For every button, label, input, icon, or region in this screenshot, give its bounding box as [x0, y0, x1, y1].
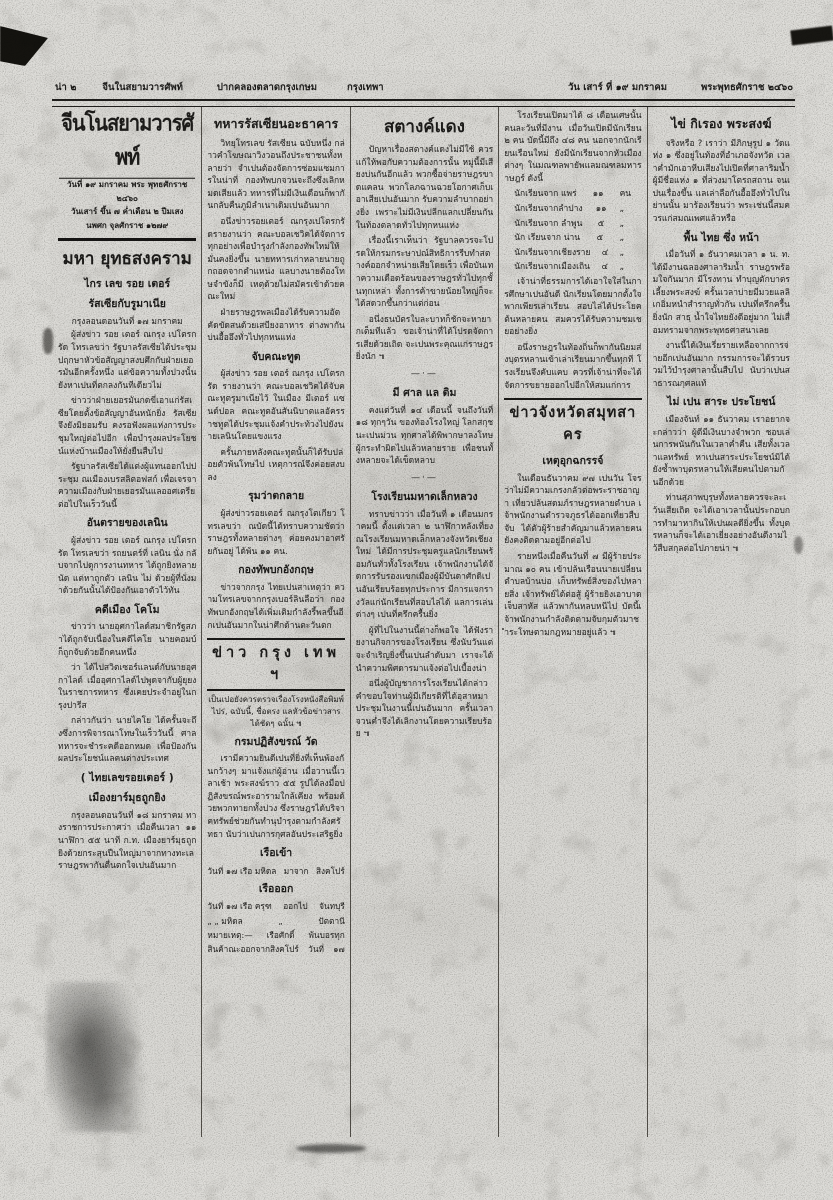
article-subhead: รุมว่าตกลาย — [248, 490, 305, 503]
ship-schedule-row — [207, 865, 344, 877]
columns-container — [53, 107, 795, 1137]
article-subhead: กองทัพบกอังกฤษ — [238, 564, 314, 577]
ship-schedule-cell: วันที่ ๑๗ เรือ มหิดล — [207, 865, 277, 876]
article-byline: กรุงลอนดอนวันที่ ๑๗ มกราคม — [71, 316, 183, 327]
body-paragraph: ข่าวว่าฝ่ายเยอรมันกดขี่เอาแก่รัสเซียโดยตั้งข้อสัญญาอันหนักยิ่ง รัสเซียจึงยังมิยอมรับ คงรอฟังผลแห่งการประชุมใหญ่ต่อไปอีก เพื่อบำรุงผลประโยชน์แห่งบ้านเมืองให้ยั่งยืนสืบไป — [58, 396, 197, 457]
body-paragraph: อนึ่งข่าวรอยเตอร์ ณกรุงเปโตรกรัดรายงานว่า คณะบอลเชวิคได้จัดการทุกอย่างเพื่อบำรุงกำลังกองทัพใหม่ให้มั่นคงยิ่งขึ้น นายทหารเก่าหลายนายถูกถอดจากตำแหน่ง แลบางนายต้องโทษจำขังก็มี เหตุด้วยไม่สมัครเข้าด้วยคณะใหม่ — [207, 216, 345, 303]
body-paragraph: เจ้าน่าที่ธรรมการได้เอาใจใส่ในการศึกษาเปนอันดี นักเรียนโดยมากตั้งใจพากเพียรเล่าเรียน สอบไล่ได้ประโยคต้นหลายคน สมควรได้รับความชมเชยอย่างยิ่ง — [504, 276, 642, 338]
paper-city: กรุงเทพา — [347, 82, 384, 93]
student-count-row — [504, 261, 641, 274]
ship-schedule-cell: สิงคโปร์ — [315, 865, 345, 876]
student-count-unit: „ — [619, 218, 624, 229]
body-paragraph: ครั้นภายหลังคณะทูตนั้นก็ได้รับปล่อยตัวพ้นโทษไป เหตุการณ์จึงค่อยสงบลง — [207, 447, 345, 483]
body-paragraph: ผู้ที่ไปในงานนี้ต่างก็พอใจ ได้ฟังรายงานกิจการของโรงเรียน ซึ่งนับวันแต่จะจำเริญยิ่งขึ้นเปนลำดับมา เราจะได้นำความพิศดารมาแจ้งต่อไปเบื้องน่า — [355, 625, 494, 674]
article-subhead: คดีเมือง โคโม — [94, 603, 160, 616]
student-count-unit: „ — [619, 247, 624, 258]
body-paragraph: วิทยุโทรเลข รัสเซียน ฉบับหนึ่ง กล่าวคำโฆษณาวิงวอนถึงประชาชนทั้งหลายว่า จำเปนต้องจัดการซ่อมแซมการในน่าที่ กองทัพบกจวนจะถึงซึ่งเลิกหมดเสียแล้ว ทหารที่ไม่มีเงินเดือนก็พากันกลับคืนภูมิลำเนาเดิมเปนอันมาก — [207, 138, 345, 212]
paper-address: ปากคลองตลาดกรุงเกษม — [216, 82, 318, 93]
ship-schedule-cell: จันทบุรี — [319, 901, 345, 912]
masthead-date-line: วันที่ ๑๙ มกราคม พระ พุทธศักราช ๒๔๖๐ — [67, 180, 188, 203]
student-count-value: ๕ — [597, 218, 605, 229]
article-subhead: เรือเข้า — [259, 847, 293, 860]
student-count-unit: „ — [619, 204, 624, 215]
student-count-row — [504, 203, 641, 216]
ink-blot-top-left — [0, 26, 48, 66]
article-subhead: จับคณะทูต — [251, 350, 301, 363]
student-count-row — [504, 218, 641, 231]
ship-schedule-cell: ออกไป — [283, 901, 308, 912]
body-paragraph: เรามีความยินดีเปนที่ยิ่งที่เห็นพ้องกันกว้างๆ มาแจ้งแก่ผู้อ่าน เมื่อวานนี้เวลาเช้า พระสงฆ์ราว ๕๕ รูปได้ลงมือปฏิสังขรณ์พระอารามใกล้เคียง พร้อมด้วยพวกทายกทั้งปวง ซึ่งราษฎรได้บริจาคทรัพย์ช่วยกันทำนุบำรุงตามกำลังศรัทธา นับว่าเปนการกุศลอันประเสริฐยิ่ง — [207, 754, 345, 840]
student-count-label: นักเรียนจาก แพร่ — [514, 189, 577, 200]
body-paragraph: รัฐบาลรัสเซียได้แต่งผู้แทนออกไปประชุม ณเมืองเบรสลิตอฟสก์ เพื่อเจรจาความเมืองกับฝ่ายเยอรมันแลออศเตรียต่อไปในเร็ววันนี้ — [58, 462, 197, 510]
ship-schedule-cell: วันที่ ๑๗ เรือ ครุฑ — [207, 901, 272, 912]
ship-schedule-cell: สินค้าณะออกจากสิงคโปร์ — [207, 944, 299, 955]
body-paragraph: อนึ่งผู้บัญชาการโรงเรียนได้กล่าวคำขอบใจท่านผู้มีเกียรติที่ได้อุสาหมาประชุมในงานนี้เปนอันมาก ครั้นเวลาจวนค่ำจึงได้เลิกงานโดยความเรียบร้อย ๚ — [355, 679, 494, 740]
body-paragraph: โรงเรียนเปิดมาได้ ๘ เดือนเศษนั้น คนละวันที่มีงาน เมื่อวันเปิดมีนักเรียน ๒ คน บัดนี้มีถึง ๔๘ คน นอกจากนักเรียนเรือนใหม่ ยังมีนักเรียนจากหัวเมืองต่างๆ ในมณฑลพายัพแลมณฑลมหาราษฎร์ ดังนี้ — [504, 111, 642, 184]
column-1 — [53, 107, 201, 1137]
ship-schedule-cell: วันที่ — [308, 944, 324, 955]
body-paragraph: ข่าวว่า นายอุศกาไลด์สมาชิกรัฐสภาได้ถูกจับเนื่องในคดีไคโย นายคอมบ์ก็ถูกจับด้วยอีกคนหนึ่ง — [58, 622, 197, 658]
article-subhead: ไม่ เปน สาระ ประโยชน์ — [667, 396, 776, 409]
body-paragraph: ฝ่ายราษฎรพลเมืองได้รับความอัตคัดขัดสนด้วยเสบียงอาหาร ต่างพากันบ่นอื้ออึงทั่วไปทุกหนแห่ง — [207, 308, 345, 344]
ship-schedule-cell: พ้นบอรทุก — [308, 930, 345, 940]
article-subhead: ( ไทยเลขรอยเตอร์ ) — [80, 771, 174, 784]
body-paragraph: รายหนึ่งเมื่อคืนวันที่ ๗ มีผู้ร้ายประมาณ ๑๐ คน เข้าปล้นเรือนนายเปลี่ยน ตำบลบ้านบ่อ เก็บทรัพย์สิ่งของไปหลายสิ่ง เจ้าทรัพย์ได้ต่อสู้ ผู้ร้ายยิงเอาบาดเจ็บสาหัส แล้วพากันหลบหนีไป บัดนี้เจ้าพนักงานกำลังติดตามจับกุมตัวมาชำระโทษตามกฎหมายอยู่แล้ว ๚ — [504, 552, 642, 638]
article-subhead: เหตุอุกฉกรรจ์ — [542, 455, 604, 468]
student-count-row — [504, 188, 641, 201]
student-count-unit: „ — [619, 262, 624, 273]
student-count-label: นักเรียนจากเมืองเถิน — [514, 262, 590, 273]
ship-schedule-row — [207, 900, 344, 912]
body-paragraph: เมื่อวันที่ ๑ ธันวาคมเวลา ๑ น. ท. ได้มีงานฉลองศาลาริมน้ำ ราษฎรพร้อมใจกันมาก มีโรงทาน ทำบุญตักบาตรเลี้ยงพระสงฆ์ ครั้นเวลาบ่ายมีมวยแลลิเกอิ่มหนำสำราญทั่วกัน เปนที่ครึกครื้นยิ่งนัก สาธุ น้ำใจไทยยังดีอยู่มาก ไม่เสื่อมทรามจากพระพุทธศาสนาเลย — [652, 250, 790, 336]
ship-schedule-cell: „ — [278, 915, 283, 926]
ship-schedule-cell: „ „ มหิดล — [207, 915, 243, 926]
article-subhead: เมืองยาร์มุธถูกยิง — [88, 792, 166, 805]
section-divider: —·— — [411, 472, 438, 483]
ship-schedule-cell: ๑๗ — [333, 944, 345, 955]
article-subhead: โรงเรียนมหาดเล็กหลวง — [371, 491, 478, 504]
body-paragraph: ว่า ได้ไปสวิตเซอร์แลนด์กับนายอุศกาไลด์ เมื่ออุศกาไลด์ไปพูดจากับผู้ยุยงในราชการทหาร ซึ่งเคยประจำอยู่ในกรุงปารีส — [58, 663, 197, 711]
body-paragraph: ท่านสุภาพบุรุษทั้งหลายควรจะละเว้นเสียเถิด จะได้เอาเวลานั้นประกอบการทำมาหากินให้เปนผลดียิ่งขึ้น ทั้งบุตรหลานก็จะได้เอาเยี่ยงอย่างอันดีงามไว้สืบสกุลต่อไปภายน่า ๚ — [652, 493, 790, 554]
body-paragraph: อนึ่งธนบัตรใบละบาทก็ชักจะหายากเต็มทีแล้ว ขอเจ้าน่าที่ได้โปรดจัดการเสียด้วยเถิด จะเปนพระคุณแก่ราษฎรยิ่งนัก ๚ — [355, 314, 494, 363]
student-count-row — [504, 247, 641, 260]
masthead-box — [58, 109, 196, 241]
student-count-unit: „ — [619, 233, 624, 244]
section-divider: —·— — [411, 368, 438, 379]
body-paragraph: จริงหรือ ? เราว่า มีภิกษุรูป ๑ วัดแห่ง ๑ ซึ่งอยู่ในท้องที่อำเภอจังหวัด เวลาค่ำมักเอาหีบเสียงไปเปิดที่ศาลาริมน้ำ ผู้มีชื่อแห่ง ๑ ที่ล่วงมาโตรถสถาน จนเปนเรื่องขึ้น แลเล่าลือกันอื้ออึงทั่วไปในย่านนั้น มาร้องเรียนว่า พระเช่นนี้สมควรแก่สมณเพศแล้วหรือ — [652, 138, 790, 224]
paper-name: จีนในสยามวารศัพท์ — [102, 82, 183, 93]
ship-schedule-cell: ปัตตานี — [318, 915, 345, 926]
student-count-row — [504, 232, 641, 245]
student-count-value: ๕ — [596, 233, 604, 244]
body-paragraph: เมืองจันท์ ๑๑ ธันวาคม เราอยากจะกล่าวว่า ผู้ดีมีเงินบางจำพวก ชอบเล่นการพนันกันในเวลาค่ำคืน เสียทั้งเวลาแลทรัพย์ หาเปนสาระประโยชน์มิได้ ยังซ้ำพาบุตรหลานให้เสียคนไปตามกันอีกด้วย — [652, 414, 790, 488]
body-paragraph: อนึ่งราษฎรในท้องถิ่นก็พากันนิยมส่งบุตรหลานเข้าเล่าเรียนมากขึ้นทุกที โรงเรียนจึงคับแคบ ควรที่เจ้าน่าที่จะได้จัดการขยายออกไปอีกให้สมแก่การ — [504, 342, 642, 391]
column-3 — [350, 107, 498, 1137]
header-rule — [52, 99, 795, 107]
ink-blot-top-right — [790, 25, 833, 45]
body-paragraph: กรุงลอนดอนวันที่ ๑๘ มกราคม ทางราชการประกาศว่า เมื่อคืนเวลา ๑๑ นาฬิกา ๕๕ นาที ก.ท. เมืองยาร์มุธถูกยิงด้วยกระสุนปืนใหญ่มาจากทางทะเล ราษฎรพากันตื่นตกใจเปนอันมาก — [58, 810, 197, 872]
ship-schedule-cell: มาจาก — [283, 865, 309, 876]
article-subhead: อันตรายของเลนิน — [86, 517, 168, 530]
student-count-value: ๔ — [601, 262, 608, 273]
article-headline: มหา ยุทธสงคราม — [62, 248, 192, 269]
ship-schedule-row — [207, 929, 344, 941]
body-paragraph: กล่าวกันว่า นายไคโย ได้ครั้นจะถึงซึ่งการพิจารณาโทษในเร็ววันนี้ ศาลทหารจะชำระคดีออกหมด เพื่อป้องกันผลประโยชน์แลคนต่างประเทศ — [58, 716, 197, 765]
ship-schedule-row — [207, 915, 344, 927]
issue-date: วัน เสาร์ ที่ ๑๙ มกราคม — [568, 82, 667, 93]
body-paragraph: ผู้ส่งข่าว รอย เตอร์ ณกรุง เปโตรกรัด โทรเลขว่า รัฐบาลรัสเซียได้ประชุมปฤกษาหัวข้อสัญญาสงบศึกกับฝ่ายเยอรมันอีกครั้งหนึ่ง แต่ข้อความทั้งปวงนั้นยังหาเปนที่ตกลงกันทีเดียวไม่ — [58, 330, 197, 391]
article-subhead: พื้น ไทย ซึ่ง หน้า — [683, 231, 760, 244]
article-subhead: ไกร เลข รอย เตอร์ — [84, 277, 171, 290]
ship-schedule-cell: เรือศักดิ์ — [266, 930, 295, 940]
body-paragraph: ทราบข่าวว่า เมื่อวันที่ ๑ เดือนมกราคมนี้ ตั้งแต่เวลา ๒ นาฬิกาหลังเที่ยง ณโรงเรียนมหาดเล็กหลวงจังหวัดเชียงใหม่ ได้มีการประชุมครูแลนักเรียนพร้อมกันทั่วทั้งโรงเรียน เจ้าพนักงานได้จัดการรับรองแขกเมืองผู้มีบันดาศักดิเปนอันเรียบร้อยทุกประการ มีการแจกรางวัลแก่นักเรียนที่สอบไล่ได้ แลการเล่นต่างๆ เปนที่ครึกครื้นยิ่ง — [355, 509, 494, 621]
body-paragraph: งานนี้ได้เงินเรี่ยรายเหลือจากการจ่ายอีกเปนอันมาก กรรมการจะได้รวบรวมไว้บำรุงศาลานั้นสืบไป นับว่าเปนสาธารณกุศลแท้ — [652, 341, 790, 389]
ship-schedule-row — [207, 943, 344, 955]
issue-era: พระพุทธศักราช ๒๔๖๐ — [700, 82, 793, 93]
body-paragraph: ผู้ส่งข่าว รอย เตอร์ ณกรุง เปโตรกรัด รายงานว่า คณะบอลเชวิคได้จับคณะทูตรูมาเนียไว้ ในเมือง มีเตอร์ แซนด์ปอล คณะทูตอันสันนิบาตแลอัครราชทูตได้ประชุมแจ้งคำประท้วงไปยังนายเลนินโดยแขงแรง — [207, 369, 345, 443]
article-subhead: กรมปฏิสังขรณ์ วัด — [234, 735, 318, 748]
masthead-title: จีนโนสยามวารศัพท์ — [59, 107, 195, 179]
editorial-note: เป็นเปอยังควรตรวจเรื่องโรงหนังสือพิมพ์ไปร่, ฉบับนี้, ชื่อตรง แลหัวข้อข่าวสารได้ชัดๆ ฉนั้น ๚ — [208, 695, 344, 728]
body-paragraph: ผู้ส่งข่าวรอยเตอร์ ณกรุงโตเกียว โทรเลขว่า ณบัดนี้ได้ทราบความชัดว่า ราษฎรทั้งหลายต่างๆ ค่อยคงมาอาศรัยกันอยู่ ได้พ้น ๑๑ คน. — [207, 509, 345, 557]
body-paragraph: ในเดือนธันวาคม ๙๗ เปนวัน โจรว่าไม่มีความเกรงกลัวต่อพระราชอาญา เที่ยวปล้นสดมภ์ราษฎรหลายตำบล เจ้าพนักงานตำรวจภูธรได้ออกเที่ยวสืบจับ ได้ตัวผู้ร้ายสำคัญมาแล้วหลายคน ยังคงติดตามอยู่อีกต่อไป — [504, 473, 642, 547]
running-header — [55, 80, 793, 95]
page-number: น่า ๒ — [55, 82, 77, 93]
article-subhead: มี ศาล แล ติม — [392, 387, 457, 400]
column-4 — [498, 107, 646, 1137]
section-boxed-headline: ข่าวจังหวัดสมุทสาคร — [504, 398, 641, 449]
article-headline: ไข่ กิเรอง พระสงฆ์ — [671, 116, 772, 131]
student-count-label: นักเรียนจาก ลำพูน — [514, 218, 583, 229]
student-count-value: ๑๑ — [595, 204, 607, 215]
student-count-label: นักเรียนจากลำปาง — [514, 204, 583, 215]
student-count-value: ๑๑ — [592, 189, 604, 200]
student-count-value: ๔ — [601, 247, 609, 258]
masthead-lunar-line: วันเสาร์ ขึ้น ๗ ค่ำเดือน ๒ ปีมเสง — [70, 207, 184, 217]
student-count-unit: คน — [619, 189, 632, 200]
body-paragraph: เรื่องนี้เราเห็นว่า รัฐบาลควรจะโปรดให้กรมกระษาปณ์สิทธิการรีบทำสตางค์ออกจำหน่ายเสียโดยเร็ว เพื่อบันเทาความเดือดร้อนของราษฎรทั่วไปทุกชั้นทุกเหล่า ทั้งการค้าขายน้อยใหญ่ก็จะได้สดวกขึ้นกว่าแต่ก่อน — [355, 236, 494, 310]
section-boxed-headline: ข่าว กรุง เทพ ฯ — [207, 638, 344, 691]
article-headline: สตางค์แดง — [384, 117, 465, 137]
student-count-label: นัก เรียนจาก น่าน — [514, 233, 581, 244]
masthead-era-line: นพศก จุลศักราช ๑๒๗๙ — [86, 220, 169, 230]
ship-schedule-cell: หมายเหตุ:— — [207, 930, 253, 940]
article-headline: ทหารรัสเซียนอะธาคาร — [214, 116, 339, 131]
student-count-label: นักเรียนจากเชียงราย — [514, 247, 591, 258]
body-paragraph: ข่าวจากกรุง ไทยเปนสาเหตุว่า ความโทรเลขจากกรุงเบอร์ลินลือว่า กองทัพบกอังกฤษได้เพิ่มเติมกำลังรี้พลขึ้นอีกเปนอันมากในน่าศึกด้านตะวันตก — [207, 582, 345, 631]
body-paragraph: ปัญหาเรื่องสตางค์แดงไม่มีใช้ ควรแก้ให้พอกับความต้องการนั้น หมู่นี้มีเสียงบ่นกันอีกแล้ว พวกซื้อจ่ายราษฎรขาดแคลน พวกโลภฉานฉวยโอกาศเก็บเอาเสียเปนอันมาก รับความลำบากอย่างยิ่ง เพราะไม่มีเงินปลีกแลกเปลี่ยนกันในท้องตลาดทั่วไปทุกหนแห่ง — [355, 145, 494, 231]
column-5 — [647, 107, 795, 1137]
body-paragraph: คงแต่วันที่ ๑๔ เดือนนี้ จนถึงวันที่ ๑๘ ทุกๆวัน ของท้องโรงใหญ่ โลกสกุชนะเปนม่วน ทุกศาลได้พิพากษาลงโทษผู้กระทำผิดไปแล้วหลายราย เพื่อชนทั้งหลายจะได้เข็ดหลาบ — [355, 405, 494, 467]
article-subhead: เรือออก — [258, 882, 294, 895]
column-2 — [201, 107, 349, 1137]
body-paragraph: ผู้ส่งข่าว รอย เตอร์ ณกรุง เปโตรกรัด โทรเลขว่า รถยนตร์ที่ เลนิน นั่ง กลับจากไปดูการงานทหาร ได้ถูกยิงหลายนัด แต่หาถูกตัว เลนิน ไม่ ด้วยผู้ที่นั่งมาด้วยกันนั้นได้ป้องกันเอาตัวไว้ทัน — [58, 535, 197, 597]
article-subhead: รัสเซียกับรูมาเนีย — [88, 298, 166, 311]
